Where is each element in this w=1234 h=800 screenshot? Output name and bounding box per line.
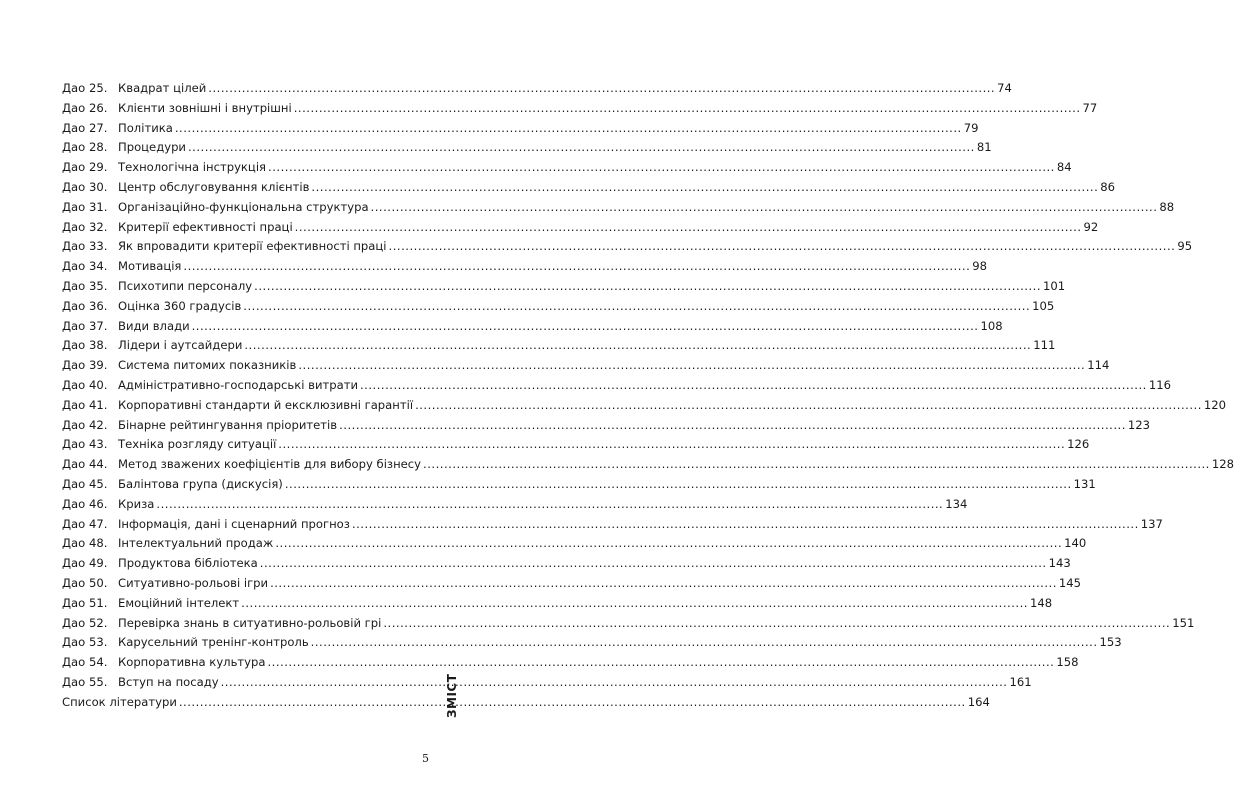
entry-page: 105 xyxy=(1032,298,1055,313)
entry-title: Карусельний тренінг-контроль xyxy=(118,635,309,650)
entry-number: Дао 53. xyxy=(62,635,108,650)
entry-page: 74 xyxy=(997,81,1012,95)
bibliography-title: Список літератури xyxy=(62,694,177,709)
dot-leader xyxy=(179,693,966,713)
dot-leader xyxy=(371,198,1158,218)
entry-page: 137 xyxy=(1140,516,1163,531)
entry-number: Дао 32. xyxy=(62,219,108,234)
entry-title: Технологічна інструкція xyxy=(118,160,267,175)
toc-entry xyxy=(62,297,1055,317)
entry-number: Дао 29. xyxy=(62,160,108,175)
toc-entries xyxy=(62,79,1234,693)
entry-page: 120 xyxy=(1203,397,1227,412)
entry-title: Корпоративні стандарти й ексклюзивні гарантії xyxy=(118,397,414,412)
entry-number: Дао 43. xyxy=(62,437,108,452)
dot-leader xyxy=(352,515,1139,535)
entry-number: Дао 51. xyxy=(62,595,108,610)
toc-entry xyxy=(62,455,1234,475)
entry-page: 116 xyxy=(1148,377,1171,392)
entry-page: 81 xyxy=(976,140,992,155)
entry-page: 131 xyxy=(1073,476,1096,491)
toc-entry xyxy=(62,336,1056,356)
dot-leader xyxy=(278,435,1065,455)
entry-title: Процедури xyxy=(118,140,186,155)
toc-entry xyxy=(62,317,1003,337)
toc-entry xyxy=(62,614,1195,634)
toc-entry xyxy=(62,198,1175,218)
entry-title: Бінарне рейтингування пріоритетів xyxy=(118,417,338,432)
dot-leader xyxy=(175,119,962,139)
entry-number: Дао 36. xyxy=(62,298,108,313)
dot-leader xyxy=(415,396,1202,416)
entry-number: Дао 26. xyxy=(62,100,108,115)
dot-leader xyxy=(268,158,1055,178)
toc-entry xyxy=(62,99,1098,119)
toc-entry xyxy=(62,376,1171,396)
entry-title: Психотипи персоналу xyxy=(118,278,253,293)
entry-page: 92 xyxy=(1083,219,1099,234)
dot-leader xyxy=(254,277,1041,297)
entry-number: Дао 34. xyxy=(62,259,108,274)
entry-page: 86 xyxy=(1100,179,1116,194)
dot-leader xyxy=(188,138,975,158)
toc-entry xyxy=(62,178,1116,198)
entry-number: Дао 28. xyxy=(62,140,108,155)
toc-entry xyxy=(62,356,1110,376)
toc-entry xyxy=(62,475,1096,495)
entry-title: Квадрат цілей xyxy=(118,81,207,95)
entry-number: Дао 50. xyxy=(62,575,108,590)
toc-entry xyxy=(62,495,968,515)
entry-title: Адміністративно-господарські витрати xyxy=(118,377,358,392)
entry-title: Клієнти зовнішні і внутрішні xyxy=(118,100,292,115)
toc-entry xyxy=(62,277,1066,297)
toc-entry xyxy=(62,396,1227,416)
entry-page: 88 xyxy=(1159,199,1175,214)
toc-entry xyxy=(62,633,1122,653)
entry-number: Дао 45. xyxy=(62,476,108,491)
dot-leader xyxy=(270,574,1057,594)
dot-leader xyxy=(339,416,1126,436)
entry-number: Дао 41. xyxy=(62,397,108,412)
dot-leader xyxy=(298,356,1085,376)
toc-entry xyxy=(62,554,1071,574)
entry-title: Лідери і аутсайдери xyxy=(118,338,243,353)
page-number: 5 xyxy=(422,752,429,765)
toc-entry xyxy=(62,435,1090,455)
entry-number: Дао 31. xyxy=(62,199,108,214)
dot-leader xyxy=(295,218,1082,238)
toc-entry xyxy=(62,257,988,277)
entry-title: Продуктова бібліотека xyxy=(118,556,258,571)
entry-title: Інтелектуальний продаж xyxy=(118,536,274,551)
entry-number: Дао 37. xyxy=(62,318,108,333)
dot-leader xyxy=(423,455,1210,475)
entry-page: 145 xyxy=(1058,575,1082,590)
entry-number: Дао 44. xyxy=(62,457,108,472)
entry-title: Види влади xyxy=(118,318,190,333)
entry-number: Дао 27. xyxy=(62,120,108,135)
dot-leader xyxy=(192,317,979,337)
entry-page: 101 xyxy=(1043,278,1066,293)
entry-title: Техніка розгляду ситуації xyxy=(118,437,277,452)
dot-leader xyxy=(260,554,1047,574)
toc-entry xyxy=(62,574,1082,594)
entry-page: 95 xyxy=(1177,239,1193,254)
bibliography-page: 164 xyxy=(967,694,990,709)
toc-bibliography-row xyxy=(62,693,990,713)
dot-leader xyxy=(360,376,1147,396)
entry-page: 108 xyxy=(980,318,1003,333)
entry-number: Дао 33. xyxy=(62,239,108,254)
section-side-label: ЗМІСТ xyxy=(445,673,459,718)
entry-title: Система питомих показників xyxy=(118,358,297,373)
entry-number: Дао 42. xyxy=(62,417,108,432)
entry-page: 126 xyxy=(1067,437,1090,452)
entry-title: Вступ на посаду xyxy=(118,674,219,689)
entry-title: Метод зважених коефіцієнтів для вибору бізнесу xyxy=(118,457,422,472)
toc-entry xyxy=(62,534,1087,554)
toc-entry xyxy=(62,79,1012,99)
dot-leader xyxy=(156,495,943,515)
toc-entry xyxy=(62,515,1163,535)
dot-leader xyxy=(243,297,1030,317)
dot-leader xyxy=(268,653,1055,673)
entry-number: Дао 49. xyxy=(62,556,108,571)
entry-number: Дао 35. xyxy=(62,278,108,293)
dot-leader xyxy=(311,633,1098,653)
toc-entry xyxy=(62,594,1053,614)
entry-number: Дао 52. xyxy=(62,615,108,630)
dot-leader xyxy=(285,475,1072,495)
entry-number: Дао 54. xyxy=(62,655,108,670)
entry-title: Інформація, дані і сценарний прогноз xyxy=(118,516,350,531)
entry-page: 140 xyxy=(1064,536,1087,551)
entry-title: Криза xyxy=(118,496,155,511)
dot-leader xyxy=(221,673,1008,693)
dot-leader xyxy=(294,99,1081,119)
entry-title: Перевірка знань в ситуативно-рольовій грі xyxy=(118,615,382,630)
dot-leader xyxy=(311,178,1098,198)
entry-title: Критерії ефективності праці xyxy=(118,219,293,234)
entry-number: Дао 48. xyxy=(62,536,108,551)
entry-number: Дао 46. xyxy=(62,496,108,511)
toc-entry xyxy=(62,138,992,158)
dot-leader xyxy=(383,614,1170,634)
entry-page: 123 xyxy=(1127,417,1151,432)
entry-title: Балінтова група (дискусія) xyxy=(118,476,283,491)
toc-entry xyxy=(62,218,1099,238)
entry-number: Дао 30. xyxy=(62,179,108,194)
entry-number: Дао 40. xyxy=(62,377,108,392)
entry-number: Дао 47. xyxy=(62,516,108,531)
entry-page: 111 xyxy=(1033,338,1056,353)
dot-leader xyxy=(183,257,970,277)
entry-page: 153 xyxy=(1099,635,1122,650)
entry-title: Оцінка 360 градусів xyxy=(118,298,242,313)
dot-leader xyxy=(241,594,1028,614)
toc-entry xyxy=(62,237,1193,257)
entry-page: 151 xyxy=(1172,615,1195,630)
entry-page: 134 xyxy=(945,496,968,511)
entry-title: Організаційно-функціональна структура xyxy=(118,199,369,214)
entry-title: Центр обслуговування клієнтів xyxy=(118,179,310,194)
entry-page: 77 xyxy=(1082,100,1098,115)
entry-title: Політика xyxy=(118,120,173,135)
entry-number: Дао 39. xyxy=(62,358,108,373)
dot-leader xyxy=(244,336,1031,356)
toc-entry xyxy=(62,119,979,139)
entry-title: Емоційний інтелект xyxy=(118,595,240,610)
entry-page: 79 xyxy=(963,120,979,135)
entry-page: 84 xyxy=(1056,160,1072,175)
entry-title: Мотивація xyxy=(118,259,182,274)
entry-title: Корпоративна культура xyxy=(118,655,266,670)
entry-page: 98 xyxy=(972,259,988,274)
entry-title: Ситуативно-рольові ігри xyxy=(118,575,269,590)
toc-entry xyxy=(62,653,1079,673)
entry-page: 148 xyxy=(1029,595,1053,610)
dot-leader xyxy=(208,79,995,99)
entry-number: Дао 38. xyxy=(62,338,108,353)
toc-entry xyxy=(62,416,1151,436)
entry-title: Як впровадити критерії ефективності праці xyxy=(118,239,387,254)
entry-page: 114 xyxy=(1087,358,1110,373)
dot-leader xyxy=(389,237,1176,257)
toc-entry xyxy=(62,673,1032,693)
entry-number: Дао 55. xyxy=(62,674,108,689)
entry-page: 161 xyxy=(1009,674,1032,689)
dot-leader xyxy=(275,534,1062,554)
entry-number: Дао 25. xyxy=(62,81,108,95)
entry-page: 158 xyxy=(1056,655,1079,670)
toc-entry xyxy=(62,158,1072,178)
entry-page: 128 xyxy=(1211,457,1234,472)
entry-page: 143 xyxy=(1048,556,1071,571)
